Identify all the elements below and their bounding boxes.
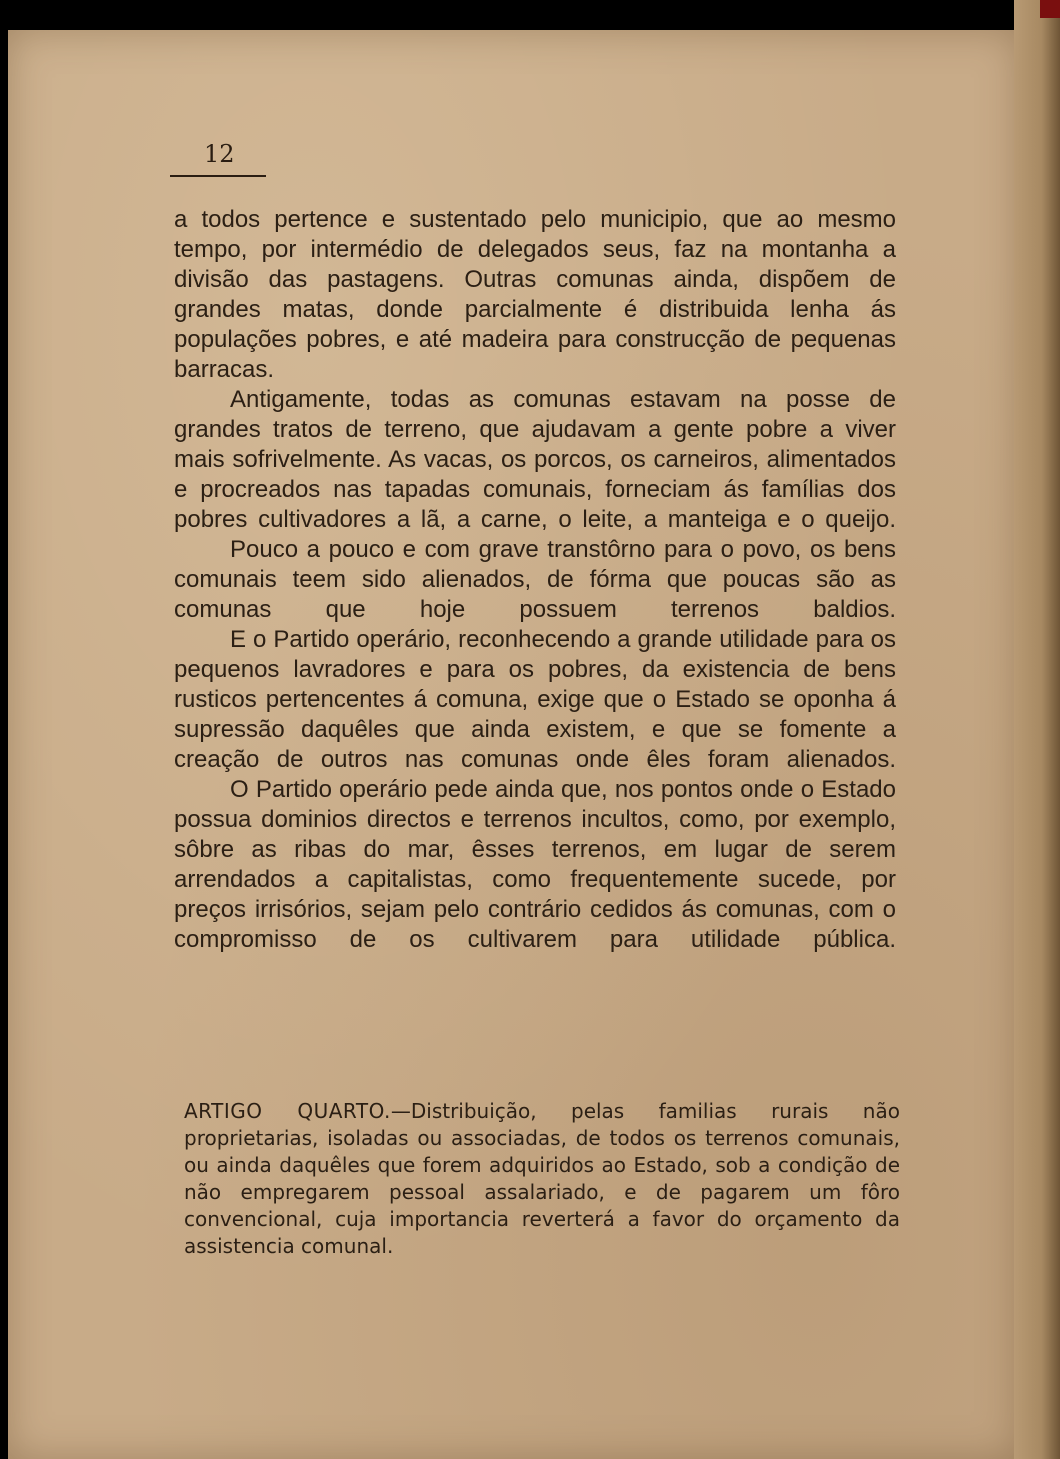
binding-mark <box>1040 0 1060 18</box>
header-rule <box>170 175 266 177</box>
page-number: 12 <box>204 140 235 168</box>
paragraph-3: Pouco a pouco e com grave transtôrno para o povo, os bens comunais teem sido alienados, de fórma que poucas são as comunas que hoje possuem terrenos baldios. <box>174 536 896 623</box>
article-heading: ARTIGO QUARTO. <box>184 1099 391 1123</box>
paragraph-5: O Partido operário pede ainda que, nos pontos onde o Estado possua dominios directos e terrenos incultos, como, por exemplo, sôbre as ribas do mar, êsses terrenos, em lugar de serem arrendados a capitalistas, como frequentemente sucede, por preços irrisórios, sejam pelo contrário cedidos ás comunas, com o compromisso de os cultivarem para utilidade pública. <box>174 776 896 953</box>
body-text <box>174 205 896 955</box>
article-text: —Distribuição, pelas familias rurais não proprietarias, isoladas ou associadas, de todos os terrenos comunais, ou ainda daquêles que forem adquiridos ao Estado, sob a condição de não empregarem pessoal assalariado, e de pagarem um fôro convencional, cuja importancia reverterá a favor do orçamento da assistencia comunal. <box>184 1099 900 1258</box>
book-binding <box>1014 0 1060 1459</box>
paragraph-2: Antigamente, todas as comunas estavam na posse de grandes tratos de terreno, que ajudavam a gente pobre a viver mais sofrivelmente. As vacas, os porcos, os carneiros, alimentados e procreados nas tapadas comunais, forneciam ás famílias dos pobres cultivadores a lã, a carne, o leite, a manteiga e o queijo. <box>174 386 896 533</box>
paragraph-4: E o Partido operário, reconhecendo a grande utilidade para os pequenos lavradores e para os pobres, da existencia de bens rusticos pertencentes á comuna, exige que o Estado se oponha á supressão daquêles que ainda existem, e que se fomente a creação de outros nas comunas onde êles foram alienados. <box>174 626 896 773</box>
article-block <box>184 1098 900 1260</box>
paragraph-1: a todos pertence e sustentado pelo municipio, que ao mesmo tempo, por intermédio de delegados seus, faz na montanha a divisão das pastagens. Outras comunas ainda, dispõem de grandes matas, donde parcialmente é distribuida lenha ás populações pobres, e até madeira para construcção de pequenas barracas. <box>174 206 896 383</box>
